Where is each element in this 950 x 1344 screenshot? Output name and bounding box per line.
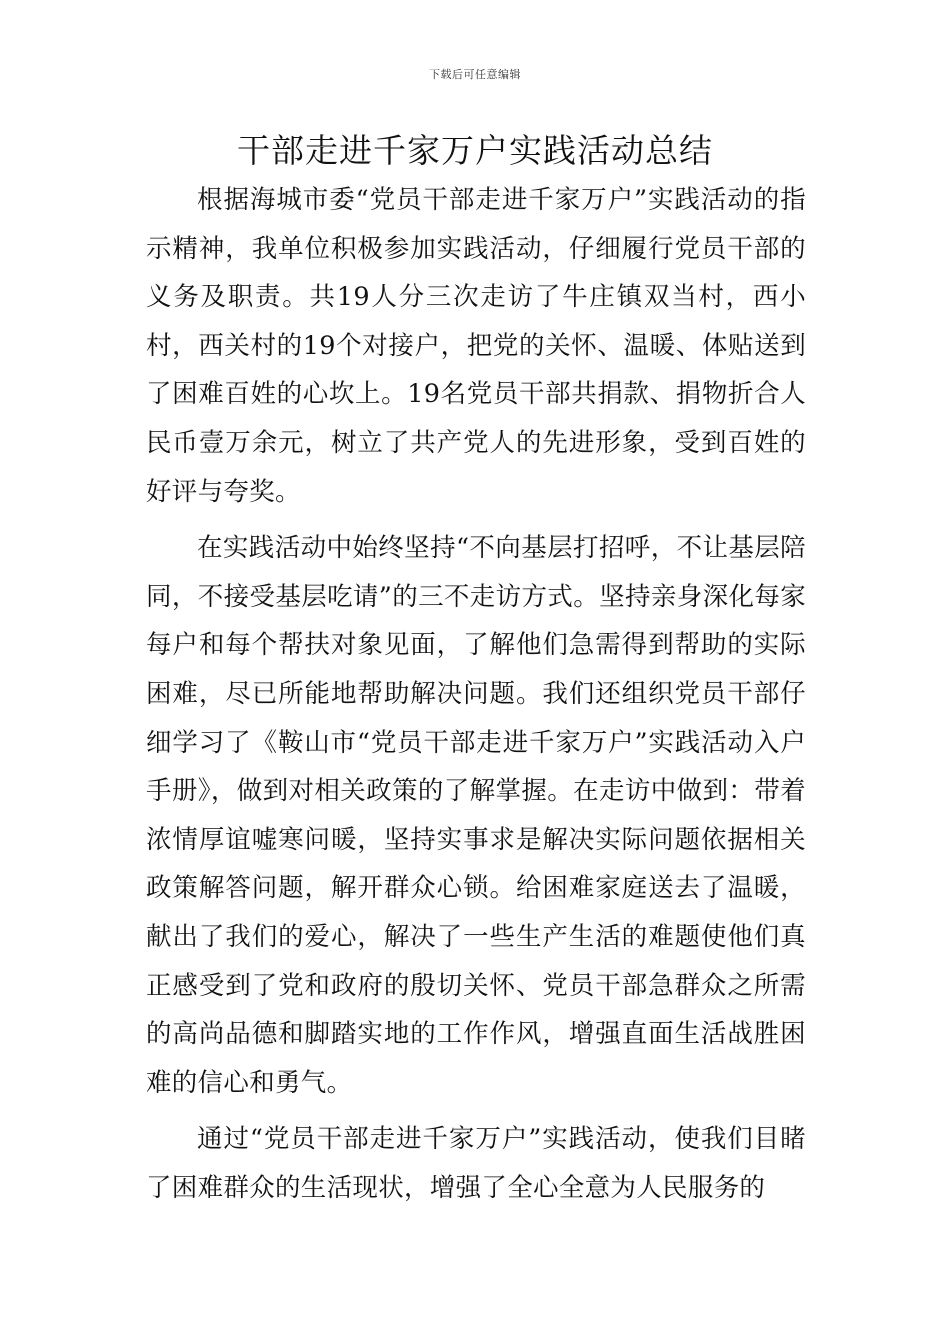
paragraph-2: 在实践活动中始终坚持“不向基层打招呼，不让基层陪同，不接受基层吃请”的三不走访方式。坚持亲身深化每家每户和每个帮扶对象见面，了解他们急需得到帮助的实际困难，尽已所能地帮助解决问题。我们还组织党员干部仔细学习了《鞍山市“党员干部走进千家万户”实践活动入户手册》，做到对相关政策的了解掌握。在走访中做到：带着浓情厚谊嘘寒问暖，坚持实事求是解决实际问题依据相关政策解答问题，解开群众心锁。给困难家庭送去了温暖，献出了我们的爱心，解决了一些生产生活的难题使他们真正感受到了党和政府的殷切关怀、党员干部急群众之所需的高尚品德和脚踏实地的工作作风，增强直面生活战胜困难的信心和勇气。	[146, 533, 806, 1098]
document-body	[146, 176, 806, 1220]
document-title: 干部走进千家万户实践活动总结	[237, 131, 713, 170]
paragraph-1: 根据海城市委“党员干部走进千家万户”实践活动的指示精神，我单位积极参加实践活动，仔细履行党员干部的义务及职责。共19人分三次走访了牛庄镇双当村，西小村，西关村的19个对接户，把党的关怀、温暖、体贴送到了困难百姓的心坎上。19名党员干部共捐款、捐物折合人民币壹万余元，树立了共产党人的先进形象，受到百姓的好评与夸奖。	[146, 185, 806, 507]
paragraph-3: 通过“党员干部走进千家万户”实践活动，使我们目睹了困难群众的生活现状，增强了全心全意为人民服务的	[146, 1124, 806, 1203]
header-note: 下载后可任意编辑	[429, 68, 521, 81]
